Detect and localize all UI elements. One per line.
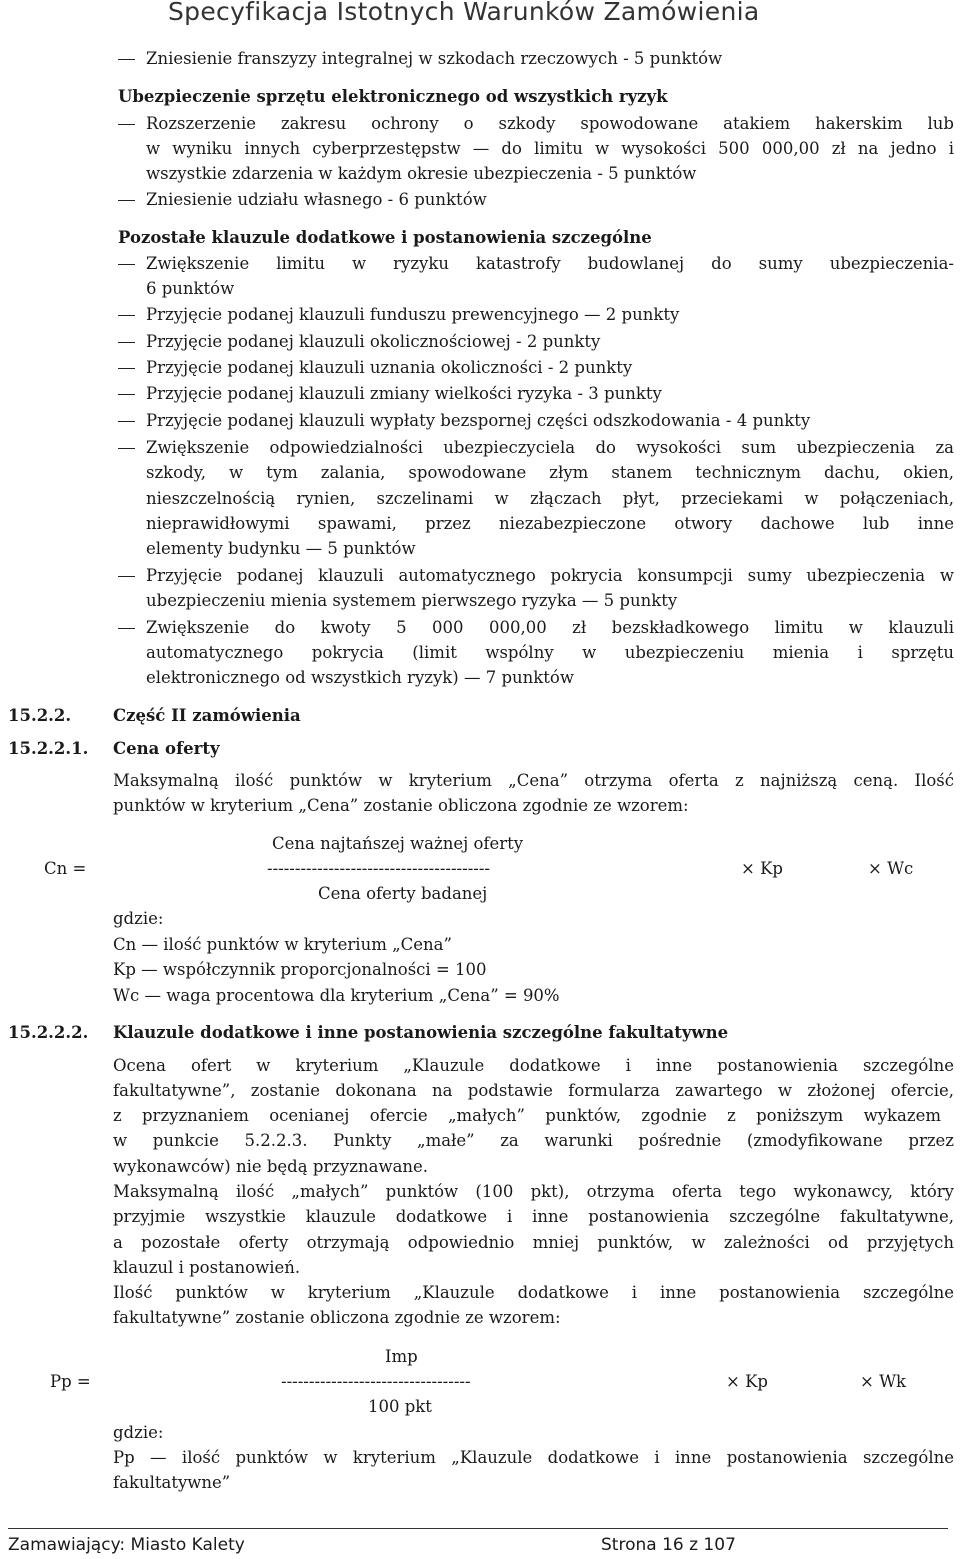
list-dash xyxy=(118,315,135,316)
list-item: Zniesienie udziału własnego - 6 punktów xyxy=(146,190,487,209)
formula-fraction-line: ---------------------------------------- xyxy=(267,859,491,878)
list-dash xyxy=(118,342,135,343)
footer-page-number: Strona 16 z 107 xyxy=(601,1535,736,1555)
formula-multiplier: × Kp xyxy=(741,859,783,878)
paragraph-line: w punkcie 5.2.2.3. Punkty „małe” za warunki pośrednie (zmodyfikowane przez xyxy=(113,1131,954,1150)
list-item: Przyjęcie podanej klauzuli zmiany wielkości ryzyka - 3 punkty xyxy=(146,384,662,403)
paragraph-line: Ocena ofert w kryterium „Klauzule dodatkowe i inne postanowienia szczególne xyxy=(113,1056,954,1075)
definition-line: fakultatywne” xyxy=(113,1473,231,1492)
document-header-title: Specyfikacja Istotnych Warunków Zamówienia xyxy=(168,0,760,26)
paragraph-line: przyjmie wszystkie klauzule dodatkowe i inne postanowienia szczególne fakultatywne, xyxy=(113,1207,954,1226)
list-item-line: ubezpieczeniu mienia systemem pierwszego ryzyka — 5 punkty xyxy=(146,591,678,610)
formula-fraction-line: ---------------------------------- xyxy=(281,1372,471,1391)
list-dash xyxy=(118,124,135,125)
list-dash xyxy=(118,576,135,577)
list-item-line: 6 punktów xyxy=(146,279,235,298)
list-item-line: Przyjęcie podanej klauzuli automatycznego pokrycia konsumpcji sumy ubezpieczenia w xyxy=(146,566,954,585)
list-item-line: elementy budynku — 5 punktów xyxy=(146,539,416,558)
section-number: 15.2.2.2. xyxy=(8,1023,89,1042)
list-dash xyxy=(118,421,135,422)
definitions-label: gdzie: xyxy=(113,909,164,928)
definitions-label: gdzie: xyxy=(113,1423,164,1442)
paragraph-line: klauzul i postanowień. xyxy=(113,1258,301,1277)
list-item: Przyjęcie podanej klauzuli okolicznościowej - 2 punkty xyxy=(146,332,601,351)
formula-denominator: Cena oferty badanej xyxy=(318,884,488,903)
formula-lhs: Pp = xyxy=(50,1372,91,1391)
footer-divider xyxy=(8,1528,948,1529)
formula-lhs: Cn = xyxy=(44,859,87,878)
list-dash xyxy=(118,628,135,629)
list-dash xyxy=(118,394,135,395)
list-item: Przyjęcie podanej klauzuli uznania okoliczności - 2 punkty xyxy=(146,358,633,377)
list-item: Zniesienie franszyzy integralnej w szkodach rzeczowych - 5 punktów xyxy=(146,49,723,68)
definition-line: Pp — ilość punktów w kryterium „Klauzule dodatkowe i inne postanowienia szczególne xyxy=(113,1448,954,1467)
section-subheading: Ubezpieczenie sprzętu elektronicznego od wszystkich ryzyk xyxy=(118,87,668,106)
list-dash xyxy=(118,264,135,265)
formula-numerator: Cena najtańszej ważnej oferty xyxy=(272,834,524,853)
footer-contracting-authority: Zamawiający: Miasto Kalety xyxy=(8,1535,245,1555)
list-item-line: wszystkie zdarzenia w każdym okresie ubezpieczenia - 5 punktów xyxy=(146,164,697,183)
paragraph-line: Ilość punktów w kryterium „Klauzule dodatkowe i inne postanowienia szczególne xyxy=(113,1283,954,1302)
definition-line: Kp — współczynnik proporcjonalności = 100 xyxy=(113,960,487,979)
formula-multiplier: × Kp xyxy=(726,1372,768,1391)
list-item-line: Rozszerzenie zakresu ochrony o szkody spowodowane atakiem hakerskim lub xyxy=(146,114,954,133)
list-dash xyxy=(118,200,135,201)
formula-multiplier: × Wc xyxy=(868,859,914,878)
list-item-line: automatycznego pokrycia (limit wspólny w ubezpieczeniu mienia i sprzętu xyxy=(146,643,954,662)
list-item-line: elektronicznego od wszystkich ryzyk) — 7 punktów xyxy=(146,668,574,687)
section-number: 15.2.2.1. xyxy=(8,739,89,758)
definition-line: Wc — waga procentowa dla kryterium „Cena” = 90% xyxy=(113,986,560,1005)
list-item-line: Zwiększenie do kwoty 5 000 000,00 zł bezskładkowego limitu w klauzuli xyxy=(146,618,954,637)
list-item-line: w wyniku innych cyberprzestępstw — do limitu w wysokości 500 000,00 zł na jedno i xyxy=(146,139,954,158)
formula-denominator: 100 pkt xyxy=(368,1397,432,1416)
formula-numerator: Imp xyxy=(385,1347,418,1366)
list-item: Przyjęcie podanej klauzuli funduszu prewencyjnego — 2 punkty xyxy=(146,305,680,324)
paragraph-line: Maksymalną ilość „małych” punktów (100 pkt), otrzyma oferta tego wykonawcy, który xyxy=(113,1182,954,1201)
section-title: Część II zamówienia xyxy=(113,706,301,725)
paragraph-line: fakultatywne”, zostanie dokonana na podstawie formularza zawartego w złożonej ofercie, xyxy=(113,1081,954,1100)
list-dash xyxy=(118,448,135,449)
list-item-line: Zwiększenie limitu w ryzyku katastrofy budowlanej do sumy ubezpieczenia- xyxy=(146,254,954,273)
definition-line: Cn — ilość punktów w kryterium „Cena” xyxy=(113,935,452,954)
paragraph-line: punktów w kryterium „Cena” zostanie obliczona zgodnie ze wzorem: xyxy=(113,796,689,815)
section-title: Klauzule dodatkowe i inne postanowienia szczególne fakultatywne xyxy=(113,1023,729,1042)
paragraph-line: a pozostałe oferty otrzymają odpowiednio mniej punktów, w zależności od przyjętych xyxy=(113,1233,954,1252)
paragraph-line: wykonawców) nie będą przyznawane. xyxy=(113,1157,429,1176)
paragraph-line: Maksymalną ilość punktów w kryterium „Cena” otrzyma oferta z najniższą ceną. Ilość xyxy=(113,771,954,790)
list-dash xyxy=(118,368,135,369)
section-subheading: Pozostałe klauzule dodatkowe i postanowienia szczególne xyxy=(118,228,652,247)
list-item: Przyjęcie podanej klauzuli wypłaty bezspornej części odszkodowania - 4 punkty xyxy=(146,411,811,430)
list-item-line: nieprawidłowymi spawami, przez niezabezpieczone otwory dachowe lub inne xyxy=(146,514,954,533)
list-dash xyxy=(118,59,135,60)
list-item-line: Zwiększenie odpowiedzialności ubezpieczyciela do wysokości sum ubezpieczenia za xyxy=(146,438,954,457)
paragraph-line: fakultatywne” zostanie obliczona zgodnie ze wzorem: xyxy=(113,1308,561,1327)
section-number: 15.2.2. xyxy=(8,706,72,725)
list-item-line: nieszczelnością rynien, szczelinami w złączach płyt, przeciekami w połączeniach, xyxy=(146,489,954,508)
list-item-line: szkody, w tym zalania, spowodowane złym stanem technicznym dachu, okien, xyxy=(146,463,954,482)
paragraph-line: z przyznaniem ocenianej ofercie „małych” punktów, zgodnie z poniższym wykazem xyxy=(113,1106,941,1125)
section-title: Cena oferty xyxy=(113,739,220,758)
formula-multiplier: × Wk xyxy=(860,1372,907,1391)
